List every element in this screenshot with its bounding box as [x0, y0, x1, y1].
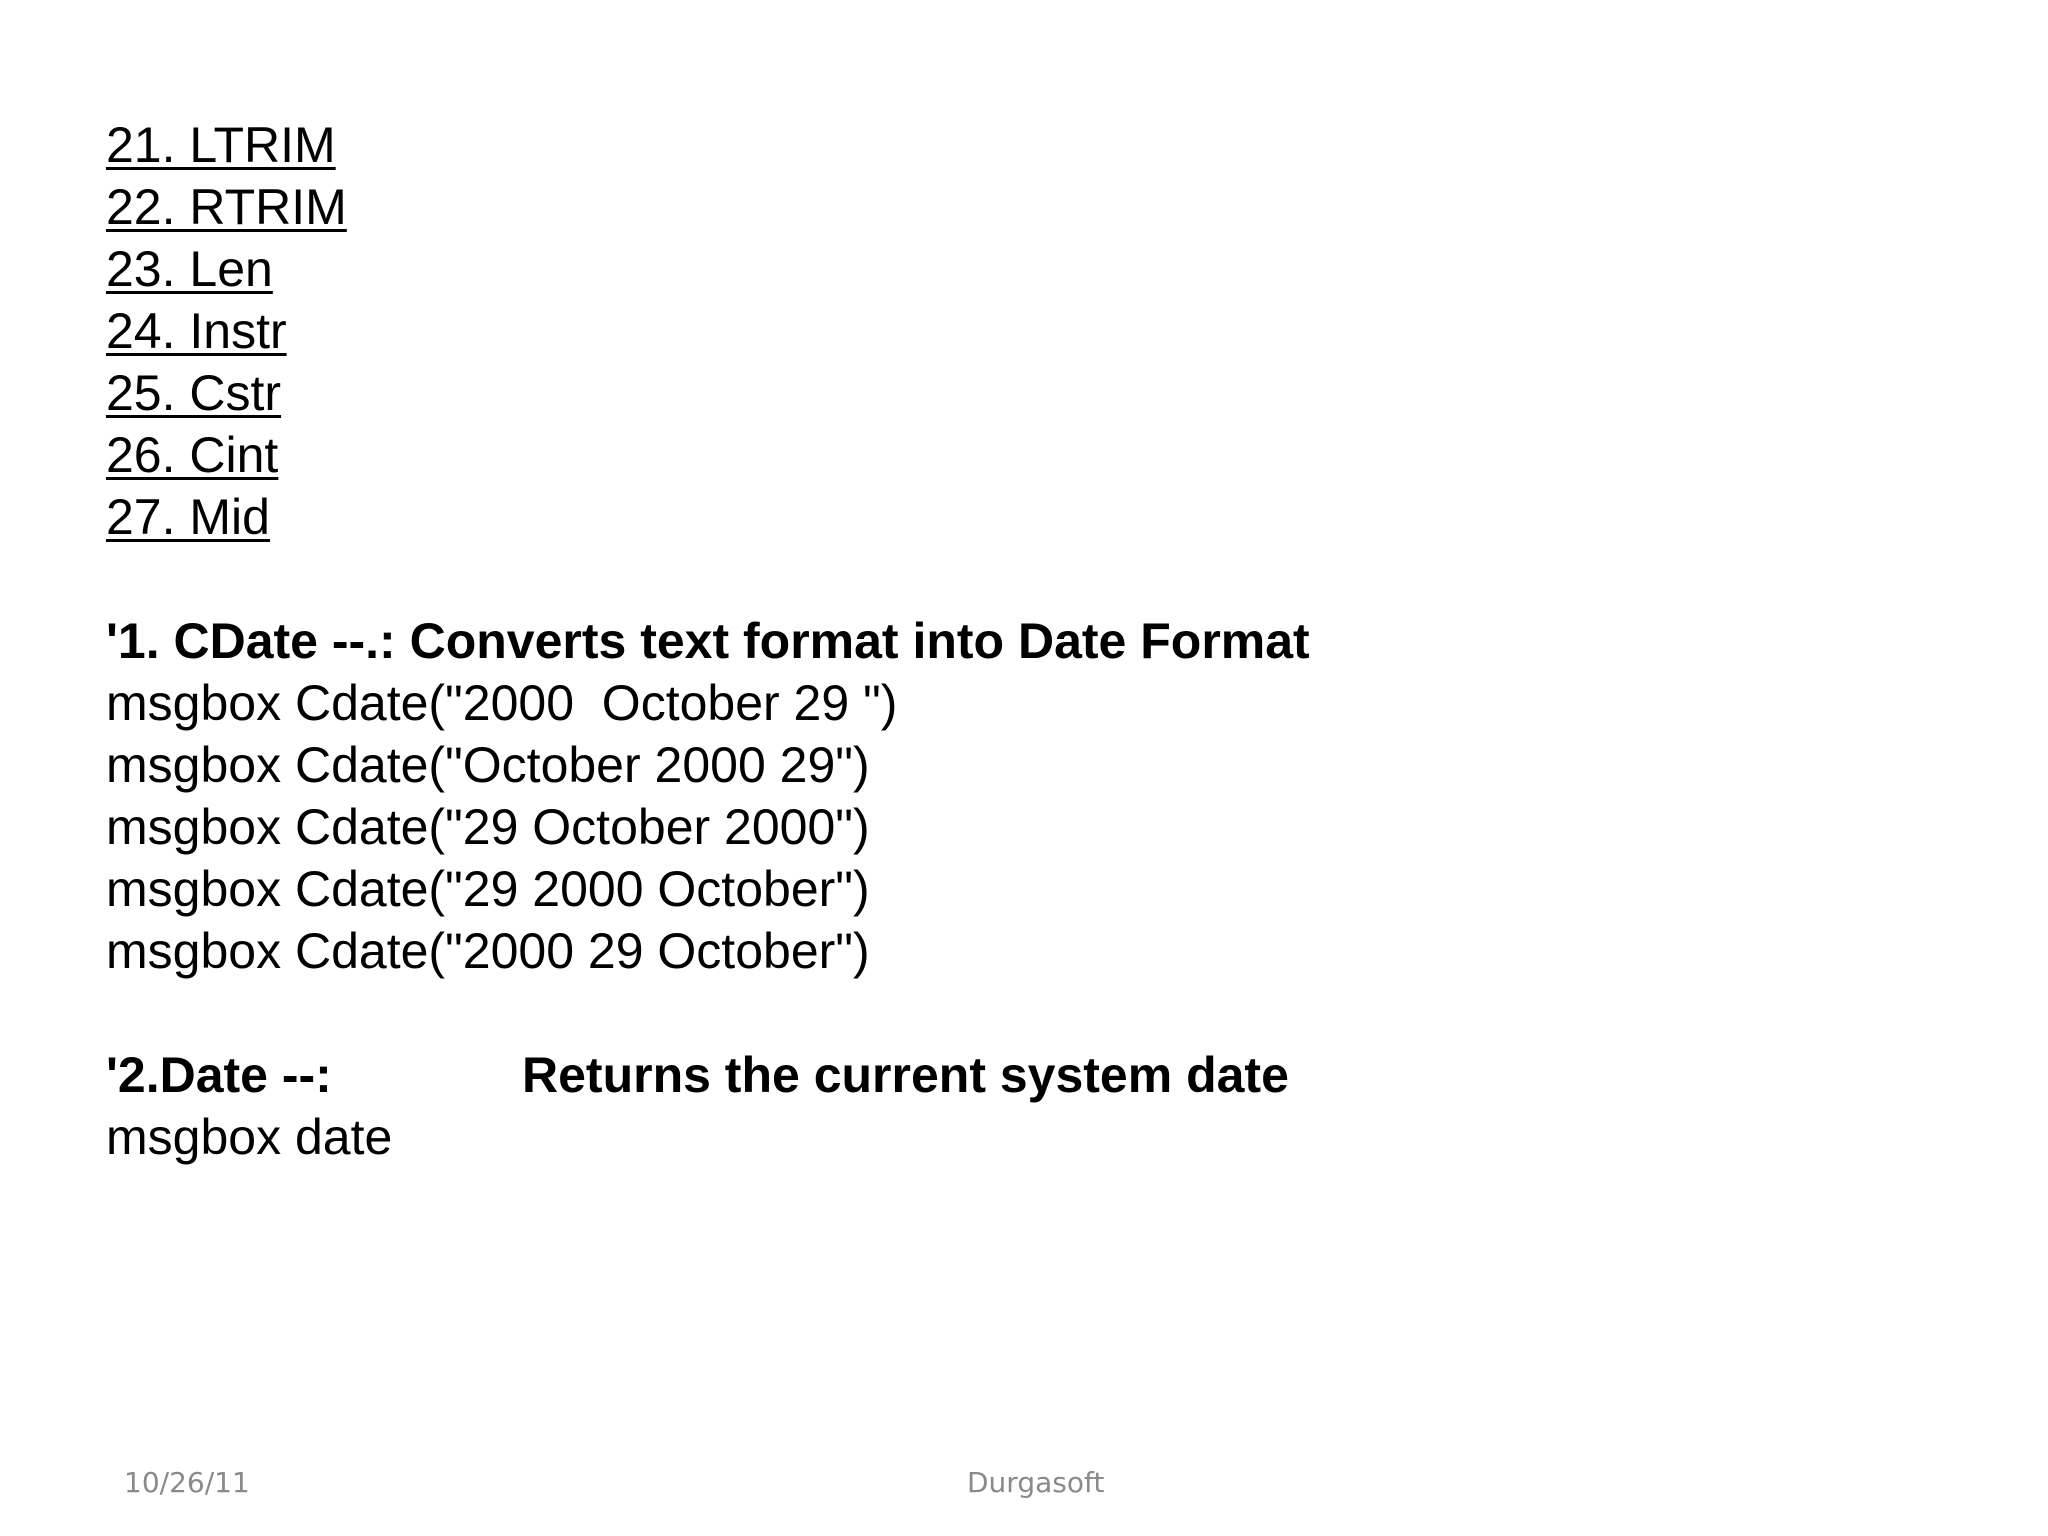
list-item-len[interactable]: 23. Len [106, 241, 273, 297]
code-line: msgbox Cdate("2000 October 29 ") [106, 675, 898, 731]
section2-heading-description: Returns the current system date [522, 1047, 1289, 1103]
list-item-ltrim[interactable]: 21. LTRIM [106, 117, 336, 173]
section1-heading: '1. CDate --.: Converts text format into Date Format [106, 613, 1310, 669]
slide-content [106, 114, 1966, 1168]
code-line: msgbox Cdate("29 October 2000") [106, 799, 870, 855]
footer-date: 10/26/11 [124, 1466, 250, 1499]
code-line: msgbox Cdate("29 2000 October") [106, 861, 870, 917]
code-line: msgbox date [106, 1109, 393, 1165]
code-line: msgbox Cdate("October 2000 29") [106, 737, 870, 793]
spacer [106, 982, 1966, 1044]
list-item-mid[interactable]: 27. Mid [106, 489, 270, 545]
section2-heading [106, 1044, 1966, 1106]
spacer [106, 548, 1966, 610]
list-item-rtrim[interactable]: 22. RTRIM [106, 179, 347, 235]
list-item-instr[interactable]: 24. Instr [106, 303, 287, 359]
list-item-cstr[interactable]: 25. Cstr [106, 365, 282, 421]
footer-title: Durgasoft [967, 1466, 1105, 1499]
section2-heading-label: '2.Date --: [106, 1047, 332, 1103]
code-line: msgbox Cdate("2000 29 October") [106, 923, 870, 979]
list-item-cint[interactable]: 26. Cint [106, 427, 279, 483]
